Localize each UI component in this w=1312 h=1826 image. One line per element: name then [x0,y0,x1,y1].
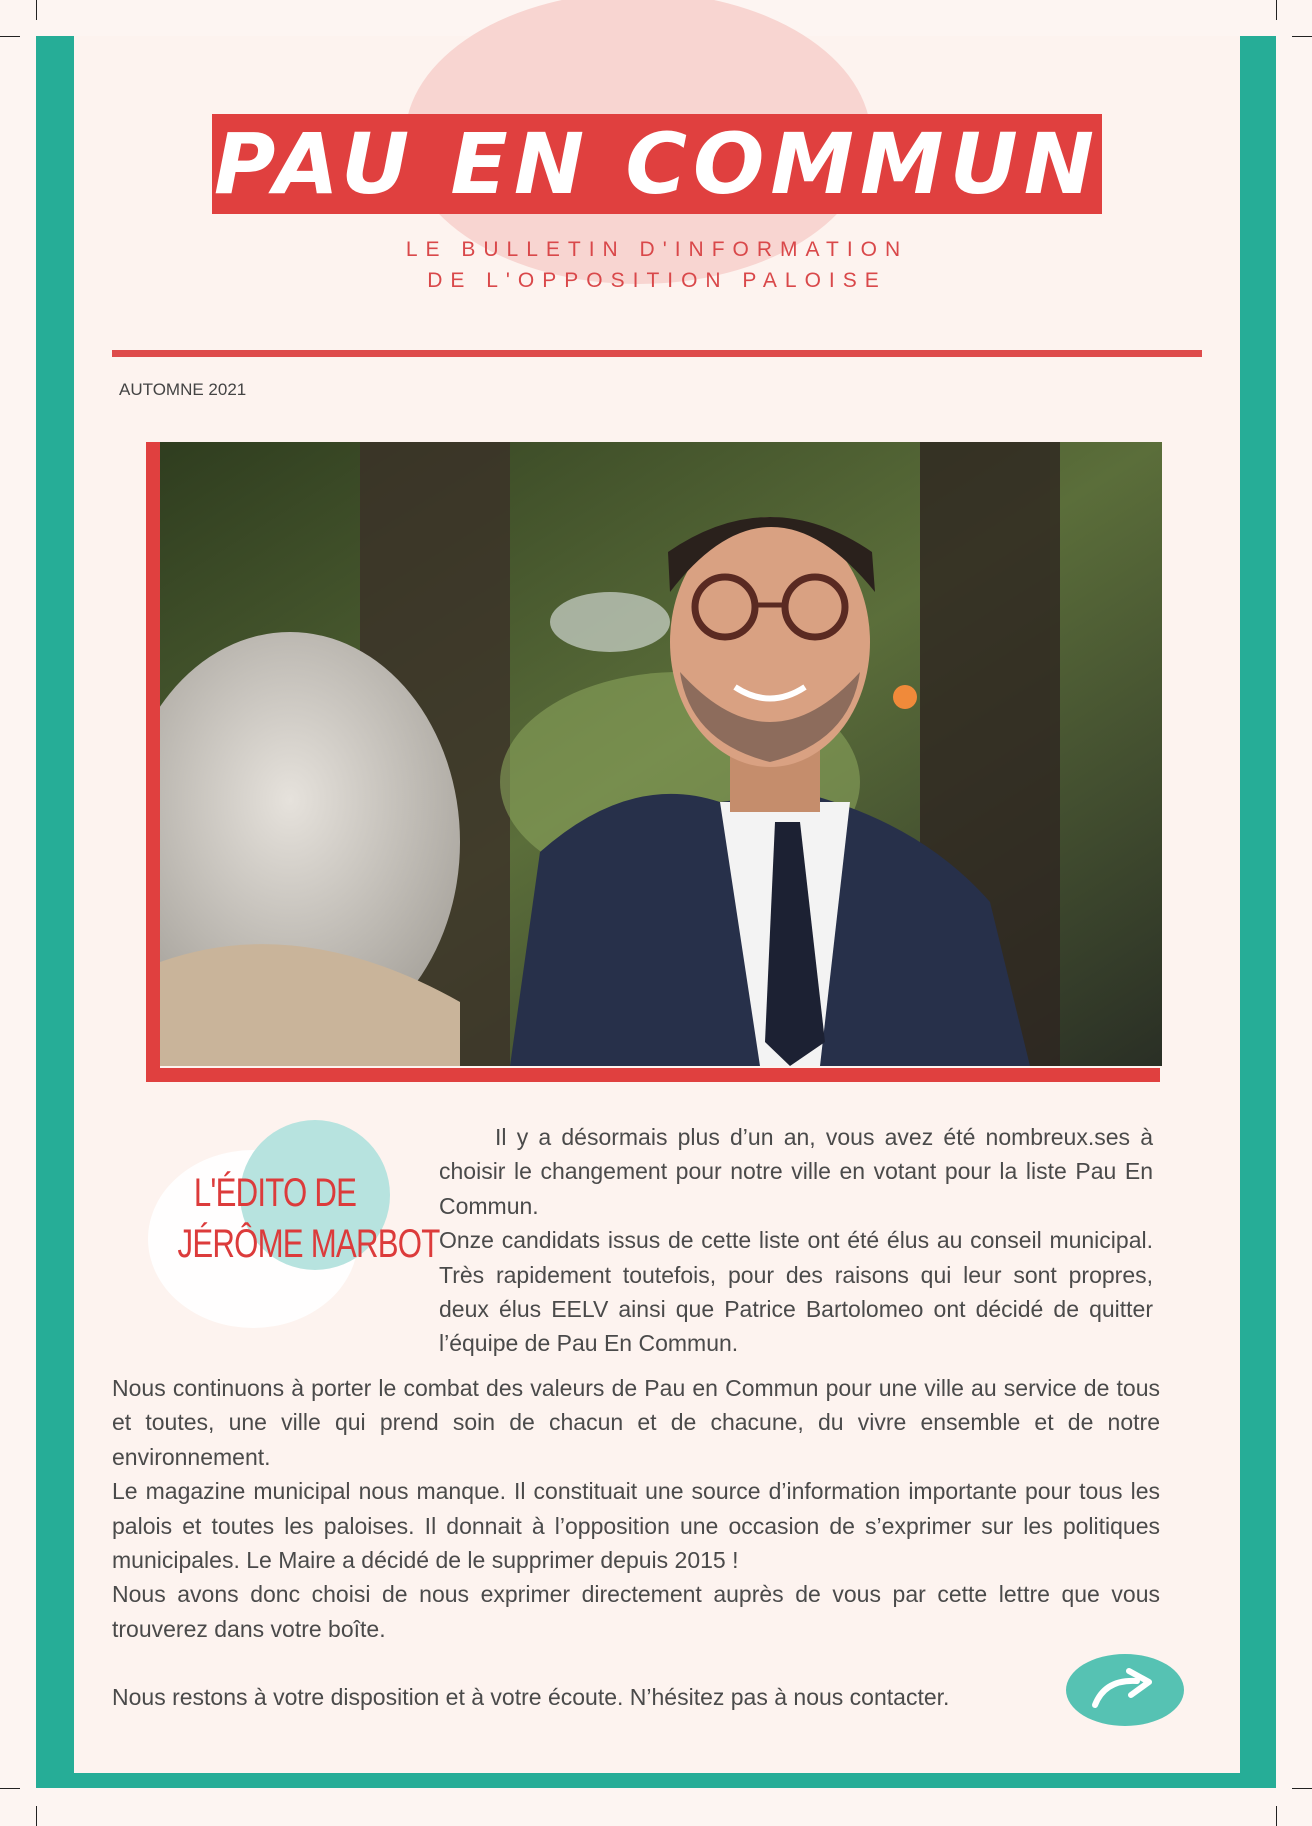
paragraph: Le magazine municipal nous manque. Il constituait une source d’information importante pour tous les palois et toutes les paloises. Il donnait à l’opposition une occasion de s’exprimer sur les politiques municipales. Le Maire a décidé de le supprimer depuis 2015 ! [112,1478,1160,1574]
crop-mark [1292,36,1312,37]
crop-mark [0,36,20,37]
arrow-right-icon [1085,1665,1165,1715]
crop-mark [36,1806,37,1826]
issue-season: AUTOMNE 2021 [119,380,247,399]
edito-heading-line-1: L'ÉDITO DE [193,1171,357,1215]
photo-accent [146,1068,1160,1082]
edito-closing: Nous restons à votre disposition et à votre écoute. N’hésitez pas à nous contacter. [112,1684,950,1710]
paragraph: Il y a désormais plus d’un an, vous avez été nombreux.ses à choisir le changement pour notre ville en votant pour la liste Pau En Commun. [439,1124,1153,1219]
subtitle-line-1: LE BULLETIN D'INFORMATION [405,238,909,261]
edito-body [112,1371,1160,1646]
crop-mark [1292,1788,1312,1789]
masthead [212,114,1102,214]
paragraph: Onze candidats issus de cette liste ont été élus au conseil municipal. Très rapidement toutefois, pour des raisons qui leur sont propres, deux élus EELV ainsi que Patrice Bartolomeo ont décidé de quitter l’équipe de Pau En Commun. [439,1227,1153,1357]
header-divider [112,350,1202,357]
subtitle-line-2: DE L'OPPOSITION PALOISE [427,269,887,292]
edito-intro [439,1120,1153,1361]
photo-accent [146,442,160,1082]
page-title: PAU EN COMMUN [213,115,1101,213]
crop-mark [36,0,37,20]
edito-heading [177,1168,440,1270]
crop-mark [0,1788,20,1789]
crop-mark [1276,1806,1277,1826]
paragraph: Nous continuons à porter le combat des valeurs de Pau en Commun pour une ville au service de tous et toutes, une ville qui prend soin de chacun et de chacune, du vivre ensemble et de notre environnement. [112,1375,1160,1470]
edito-heading-line-2: JÉRÔME MARBOT [177,1222,440,1266]
portrait-photo [160,442,1162,1066]
crop-mark [1276,0,1277,20]
next-page-button[interactable] [1066,1654,1184,1726]
paragraph: Nous avons donc choisi de nous exprimer directement auprès de vous par cette lettre que vous trouverez dans votre boîte. [112,1581,1160,1642]
